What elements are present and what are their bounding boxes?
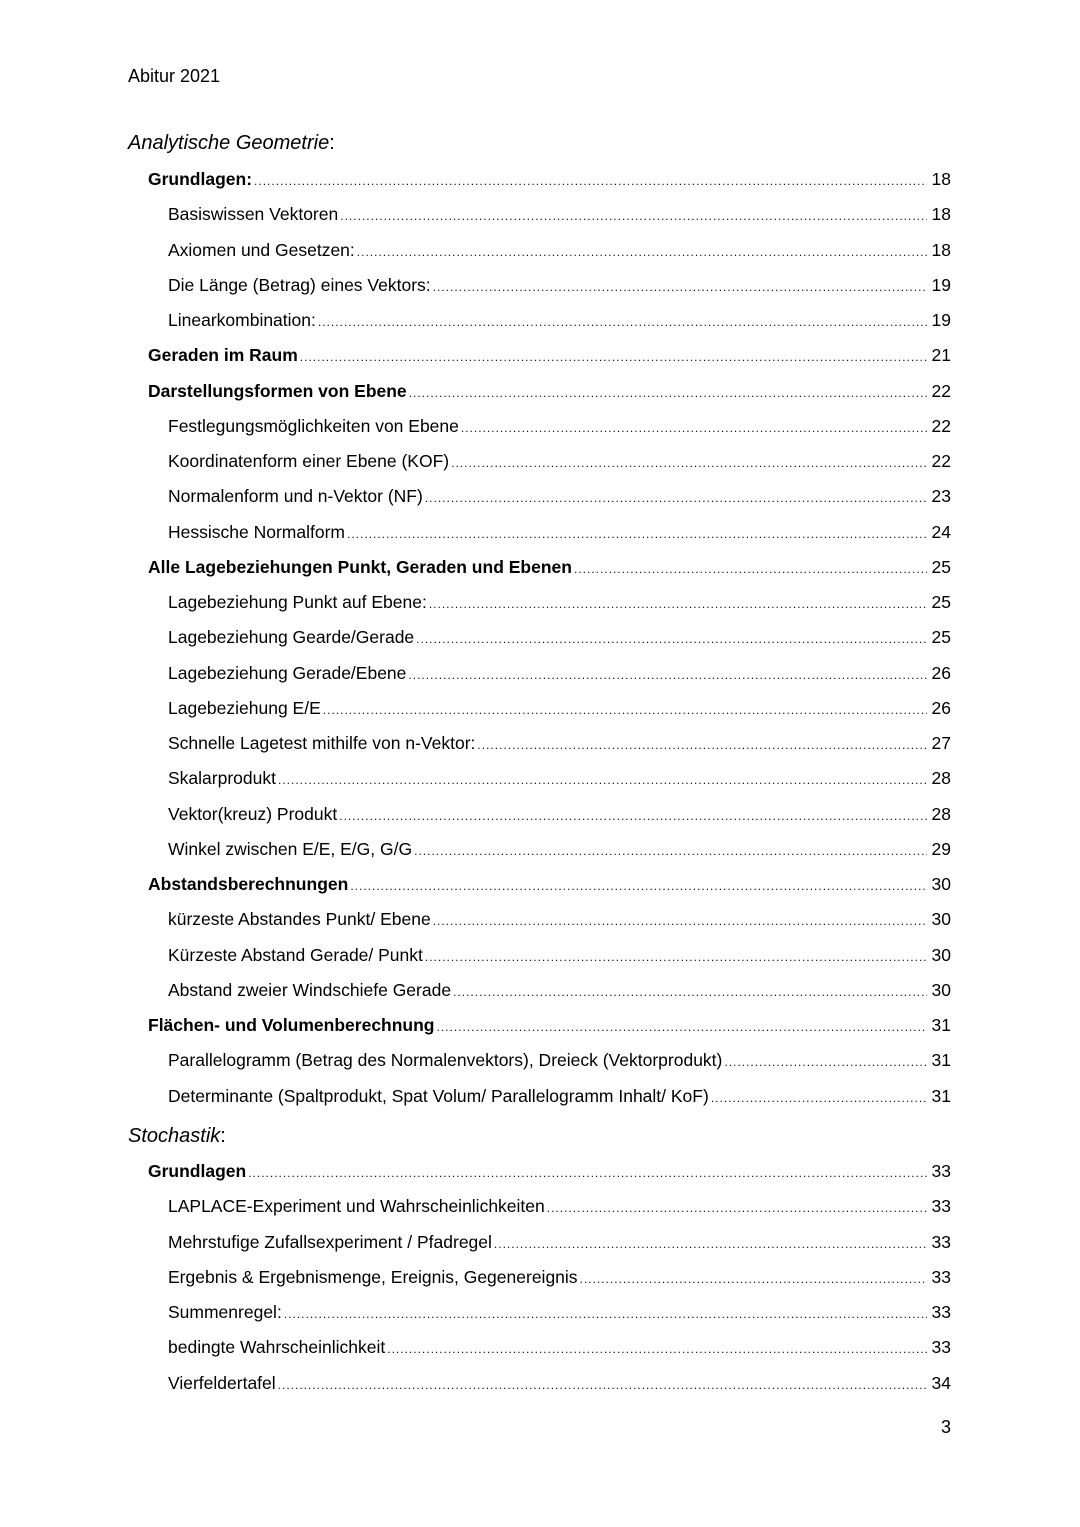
toc-entry-label: kürzeste Abstandes Punkt/ Ebene: [168, 909, 431, 930]
toc-entry-label: Alle Lagebeziehungen Punkt, Geraden und Ebenen: [148, 556, 572, 577]
toc-entry-page: 33: [931, 1161, 951, 1181]
toc-entry-page: 33: [931, 1266, 951, 1287]
toc-entry-page: 31: [931, 1050, 951, 1071]
dot-leader: [284, 1302, 927, 1326]
toc-entry-label: Summenregel:: [168, 1302, 282, 1322]
toc-entry-label: Lagebeziehung Gerade/Ebene: [168, 662, 407, 683]
toc-entry-label: Die Länge (Betrag) eines Vektors:: [168, 274, 431, 295]
dot-leader: [451, 451, 927, 475]
toc-entry-page: 21: [931, 345, 951, 366]
toc-entry-page: 22: [931, 415, 951, 436]
dot-leader: [547, 1196, 927, 1220]
section-heading: [128, 130, 335, 156]
dot-leader: [724, 1050, 927, 1074]
toc-entry-page: 23: [931, 486, 951, 507]
dot-leader: [414, 839, 927, 863]
toc-entry-label: Flächen- und Volumenberechnung: [148, 1015, 435, 1035]
toc-entry-main[interactable]: [148, 1159, 951, 1185]
toc-entry-label: LAPLACE-Experiment und Wahrscheinlichkeiten: [168, 1196, 545, 1217]
dot-leader: [300, 345, 927, 369]
toc-entry-label: Lagebeziehung Punkt auf Ebene:: [168, 592, 427, 612]
toc-entry-sub[interactable]: [168, 802, 951, 828]
toc-entry-page: 19: [931, 310, 951, 330]
toc-entry-page: 27: [931, 733, 951, 753]
dot-leader: [416, 627, 927, 651]
toc-entry-page: 18: [931, 239, 951, 260]
dot-leader: [387, 1337, 927, 1361]
toc-entry-page: 33: [931, 1337, 951, 1358]
dot-leader: [494, 1232, 927, 1256]
dot-leader: [340, 204, 927, 228]
toc-entry-page: 22: [931, 451, 951, 471]
toc-entry-page: 25: [931, 592, 951, 612]
toc-entry-label: Abstandsberechnungen: [148, 874, 349, 894]
toc-entry-sub[interactable]: [168, 1194, 951, 1220]
toc-entry-main[interactable]: [148, 872, 951, 898]
toc-entry-label: Basiswissen Vektoren: [168, 204, 339, 225]
dot-leader: [318, 310, 927, 334]
toc-entry-main[interactable]: [148, 167, 951, 193]
toc-entry-sub[interactable]: [168, 238, 951, 264]
toc-entry-label: Schnelle Lagetest mithilfe von n-Vektor:: [168, 733, 476, 753]
dot-leader: [433, 275, 927, 299]
toc-entry-sub[interactable]: [168, 661, 951, 687]
dot-leader: [574, 557, 927, 581]
dot-leader: [248, 1161, 927, 1185]
section-heading: [128, 1123, 226, 1149]
toc-entry-label: Ergebnis & Ergebnismenge, Ereignis, Gegenereignis: [168, 1266, 578, 1287]
toc-entry-label: Grundlagen: [148, 1161, 247, 1181]
toc-entry-page: 25: [931, 556, 951, 577]
toc-entry-sub[interactable]: [168, 625, 951, 651]
toc-entry-page: 19: [931, 274, 951, 295]
toc-entry-sub[interactable]: [168, 520, 951, 546]
toc-entry-label: Winkel zwischen E/E, E/G, G/G: [168, 838, 413, 859]
toc-entry-sub[interactable]: [168, 978, 951, 1004]
toc-entry-label: Hessische Normalform: [168, 521, 345, 542]
toc-entry-page: 33: [931, 1302, 951, 1322]
toc-entry-main[interactable]: [148, 343, 951, 369]
section-title: Analytische Geometrie: [128, 132, 330, 154]
dot-leader: [278, 1373, 927, 1397]
toc-entry-main[interactable]: [148, 379, 951, 405]
toc-entry-sub[interactable]: [168, 731, 951, 757]
toc-entry-label: Axiomen und Gesetzen:: [168, 239, 355, 260]
toc-entry-label: Normalenform und n-Vektor (NF): [168, 486, 423, 507]
dot-leader: [433, 909, 927, 933]
toc-entry-label: Abstand zweier Windschiefe Gerade: [168, 979, 452, 1000]
page-number: 3: [940, 1417, 951, 1437]
toc-entry-page: 18: [931, 204, 951, 225]
toc-entry-label: Darstellungsformen von Ebene: [148, 380, 407, 401]
section-colon: :: [220, 1125, 226, 1147]
toc-entry-sub[interactable]: [168, 449, 951, 475]
dot-leader: [461, 416, 927, 440]
toc-entry-label: Parallelogramm (Betrag des Normalenvektors), Dreieck (Vektorprodukt): [168, 1050, 723, 1071]
toc-entry-page: 30: [931, 944, 951, 965]
dot-leader: [409, 381, 927, 405]
toc-entry-label: Lagebeziehung E/E: [168, 697, 321, 718]
toc-entry-sub[interactable]: [168, 1371, 951, 1397]
toc-entry-sub[interactable]: [168, 766, 951, 792]
toc-entry-sub[interactable]: [168, 943, 951, 969]
toc-entry-page: 33: [931, 1196, 951, 1217]
dot-leader: [453, 980, 927, 1004]
toc-entry-page: 29: [931, 838, 951, 859]
toc-entry-label: Kürzeste Abstand Gerade/ Punkt: [168, 944, 423, 965]
toc-entry-sub[interactable]: [168, 696, 951, 722]
dot-leader: [254, 169, 927, 193]
toc-entry-sub[interactable]: [168, 590, 951, 616]
toc-entry-page: 30: [931, 909, 951, 930]
toc-entry-page: 26: [931, 697, 951, 718]
toc-entry-page: 31: [931, 1015, 951, 1035]
dot-leader: [278, 768, 927, 792]
toc-entry-page: 28: [931, 768, 951, 789]
toc-entry-label: Linearkombination:: [168, 310, 316, 330]
dot-leader: [347, 522, 927, 546]
toc-entry-label: Lagebeziehung Gearde/Gerade: [168, 627, 415, 648]
toc-entry-page: 31: [931, 1085, 951, 1106]
toc-entry-sub[interactable]: [168, 1265, 951, 1291]
toc-entry-sub[interactable]: [168, 484, 951, 510]
toc-entry-sub[interactable]: [168, 1230, 951, 1256]
toc-entry-label: Vierfeldertafel: [168, 1372, 276, 1393]
toc-entry-label: Vektor(kreuz) Produkt: [168, 803, 338, 824]
toc-entry-label: Festlegungsmöglichkeiten von Ebene: [168, 415, 459, 436]
toc-entry-page: 22: [931, 380, 951, 401]
toc-entry-sub[interactable]: [168, 202, 951, 228]
toc-entry-sub[interactable]: [168, 907, 951, 933]
dot-leader: [425, 486, 927, 510]
dot-leader: [437, 1015, 928, 1039]
toc-entry-page: 25: [931, 627, 951, 648]
toc-entry-page: 18: [931, 169, 951, 189]
toc-entry-page: 33: [931, 1231, 951, 1252]
toc-entry-label: Grundlagen:: [148, 169, 253, 189]
toc-entry-label: Geraden im Raum: [148, 345, 298, 366]
page-header: Abitur 2021: [128, 66, 221, 86]
toc-entry-page: 30: [931, 979, 951, 1000]
dot-leader: [339, 804, 927, 828]
toc-entry-main[interactable]: [148, 555, 951, 581]
toc-entry-sub[interactable]: [168, 1048, 951, 1074]
toc-entry-page: 34: [931, 1372, 951, 1393]
toc-entry-sub[interactable]: [168, 837, 951, 863]
toc-entry-page: 26: [931, 662, 951, 683]
toc-entry-sub[interactable]: [168, 308, 951, 334]
toc-entry-sub[interactable]: [168, 273, 951, 299]
dot-leader: [429, 592, 927, 616]
dot-leader: [425, 945, 927, 969]
toc-entry-sub[interactable]: [168, 1335, 951, 1361]
toc-entry-main[interactable]: [148, 1013, 951, 1039]
toc-entry-page: 28: [931, 803, 951, 824]
dot-leader: [408, 663, 927, 687]
dot-leader: [477, 733, 927, 757]
toc-entry-label: Mehrstufige Zufallsexperiment / Pfadregel: [168, 1231, 492, 1252]
dot-leader: [357, 240, 927, 264]
toc-entry-label: Skalarprodukt: [168, 768, 276, 789]
section-colon: :: [329, 132, 335, 154]
dot-leader: [711, 1086, 927, 1110]
toc-entry-label: Determinante (Spaltprodukt, Spat Volum/ Parallelogramm Inhalt/ KoF): [168, 1085, 709, 1106]
toc-entry-label: bedingte Wahrscheinlichkeit: [168, 1337, 386, 1358]
toc-entry-sub[interactable]: [168, 1084, 951, 1110]
dot-leader: [350, 874, 927, 898]
toc-entry-label: Koordinatenform einer Ebene (KOF): [168, 451, 450, 471]
toc-entry-page: 30: [931, 874, 951, 894]
toc-entry-page: 24: [931, 521, 951, 542]
toc-entry-sub[interactable]: [168, 414, 951, 440]
toc-entry-sub[interactable]: [168, 1300, 951, 1326]
dot-leader: [323, 698, 927, 722]
section-title: Stochastik: [128, 1125, 221, 1147]
dot-leader: [580, 1267, 927, 1291]
